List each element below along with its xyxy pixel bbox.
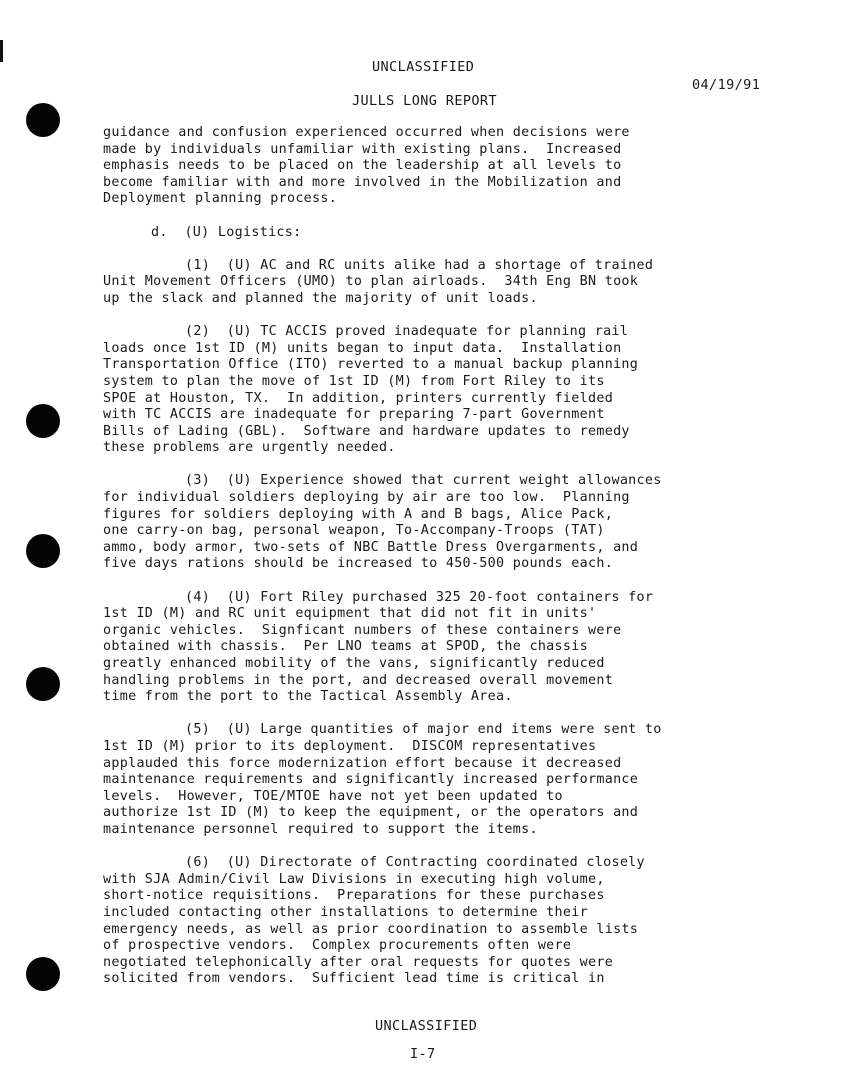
text-line: maintenance requirements and significantly increased performance: [103, 772, 639, 788]
header-classification: UNCLASSIFIED: [372, 59, 475, 75]
logistics-item-1: [103, 258, 763, 308]
text-line: Bills of Lading (GBL). Software and hardware updates to remedy: [103, 423, 630, 439]
text-line: authorize 1st ID (M) to keep the equipment, or the operators and: [103, 805, 639, 821]
logistics-item-3: [103, 473, 763, 573]
footer-classification: UNCLASSIFIED: [375, 1018, 478, 1034]
section-heading: d. (U) Logistics:: [151, 224, 302, 240]
text-line: (4) (U) Fort Riley purchased 325 20-foot containers for: [185, 589, 654, 605]
text-line: with SJA Admin/Civil Law Divisions in executing high volume,: [103, 871, 605, 887]
text-line: loads once 1st ID (M) units began to input data. Installation: [103, 340, 622, 356]
text-line: negotiated telephonically after oral requests for quotes were: [103, 954, 614, 970]
text-line: Transportation Office (ITO) reverted to a manual backup planning: [103, 357, 639, 373]
text-line: become familiar with and more involved in the Mobilization and: [103, 174, 622, 190]
text-line: system to plan the move of 1st ID (M) from Fort Riley to its: [103, 373, 605, 389]
text-line: time from the port to the Tactical Assembly Area.: [103, 689, 513, 705]
text-line: (6) (U) Directorate of Contracting coordinated closely: [185, 855, 645, 871]
text-line: made by individuals unfamiliar with existing plans. Increased: [103, 141, 622, 157]
text-line: Deployment planning process.: [103, 191, 338, 207]
binder-hole: [26, 103, 60, 137]
report-body: [103, 125, 763, 1004]
text-line: emergency needs, as well as prior coordination to assemble lists: [103, 921, 639, 937]
lead-paragraph: [103, 125, 763, 208]
text-line: handling problems in the port, and decreased overall movement: [103, 672, 614, 688]
text-line: (3) (U) Experience showed that current weight allowances: [185, 473, 662, 489]
text-line: (1) (U) AC and RC units alike had a shortage of trained: [185, 257, 654, 273]
logistics-item-2: [103, 324, 763, 457]
text-line: maintenance personnel required to support the items.: [103, 821, 538, 837]
text-line: with TC ACCIS are inadequate for preparing 7-part Government: [103, 407, 605, 423]
text-line: SPOE at Houston, TX. In addition, printers currently fielded: [103, 390, 614, 406]
binder-hole: [26, 404, 60, 438]
binder-hole: [26, 957, 60, 991]
text-line: emphasis needs to be placed on the leadership at all levels to: [103, 158, 622, 174]
text-line: figures for soldiers deploying with A and B bags, Alice Pack,: [103, 506, 614, 522]
binder-hole: [26, 667, 60, 701]
text-line: levels. However, TOE/MTOE have not yet been updated to: [103, 788, 563, 804]
text-line: Unit Movement Officers (UMO) to plan airloads. 34th Eng BN took: [103, 274, 639, 290]
text-line: applauded this force modernization effort because it decreased: [103, 755, 622, 771]
text-line: one carry-on bag, personal weapon, To-Accompany-Troops (TAT): [103, 523, 605, 539]
text-line: greatly enhanced mobility of the vans, significantly reduced: [103, 656, 605, 671]
text-line: for individual soldiers deploying by air are too low. Planning: [103, 490, 630, 506]
text-line: 1st ID (M) and RC unit equipment that did not fit in units': [103, 606, 597, 622]
text-line: five days rations should be increased to 450-500 pounds each.: [103, 556, 614, 572]
text-line: ammo, body armor, two-sets of NBC Battle Dress Overgarments, and: [103, 539, 639, 555]
text-line: 1st ID (M) prior to its deployment. DISCOM representatives: [103, 738, 597, 754]
text-line: guidance and confusion experienced occurred when decisions were: [103, 125, 630, 140]
logistics-item-6: [103, 855, 763, 988]
scan-edge-mark: [0, 40, 3, 62]
text-line: (2) (U) TC ACCIS proved inadequate for planning rail: [185, 324, 629, 340]
report-title: JULLS LONG REPORT: [352, 93, 497, 109]
logistics-item-5: [103, 722, 763, 838]
text-line: these problems are urgently needed.: [103, 440, 396, 456]
text-line: (5) (U) Large quantities of major end items were sent to: [185, 722, 662, 738]
logistics-item-4: [103, 590, 763, 706]
text-line: solicited from vendors. Sufficient lead time is critical in: [103, 971, 605, 987]
text-line: short-notice requisitions. Preparations for these purchases: [103, 888, 605, 904]
page-number: I-7: [410, 1046, 436, 1062]
text-line: of prospective vendors. Complex procurements often were: [103, 938, 572, 954]
text-line: organic vehicles. Signficant numbers of these containers were: [103, 622, 622, 638]
text-line: included contacting other installations to determine their: [103, 904, 588, 920]
text-line: obtained with chassis. Per LNO teams at SPOD, the chassis: [103, 639, 588, 655]
text-line: up the slack and planned the majority of unit loads.: [103, 290, 538, 306]
binder-hole: [26, 534, 60, 568]
report-date: 04/19/91: [692, 77, 761, 93]
